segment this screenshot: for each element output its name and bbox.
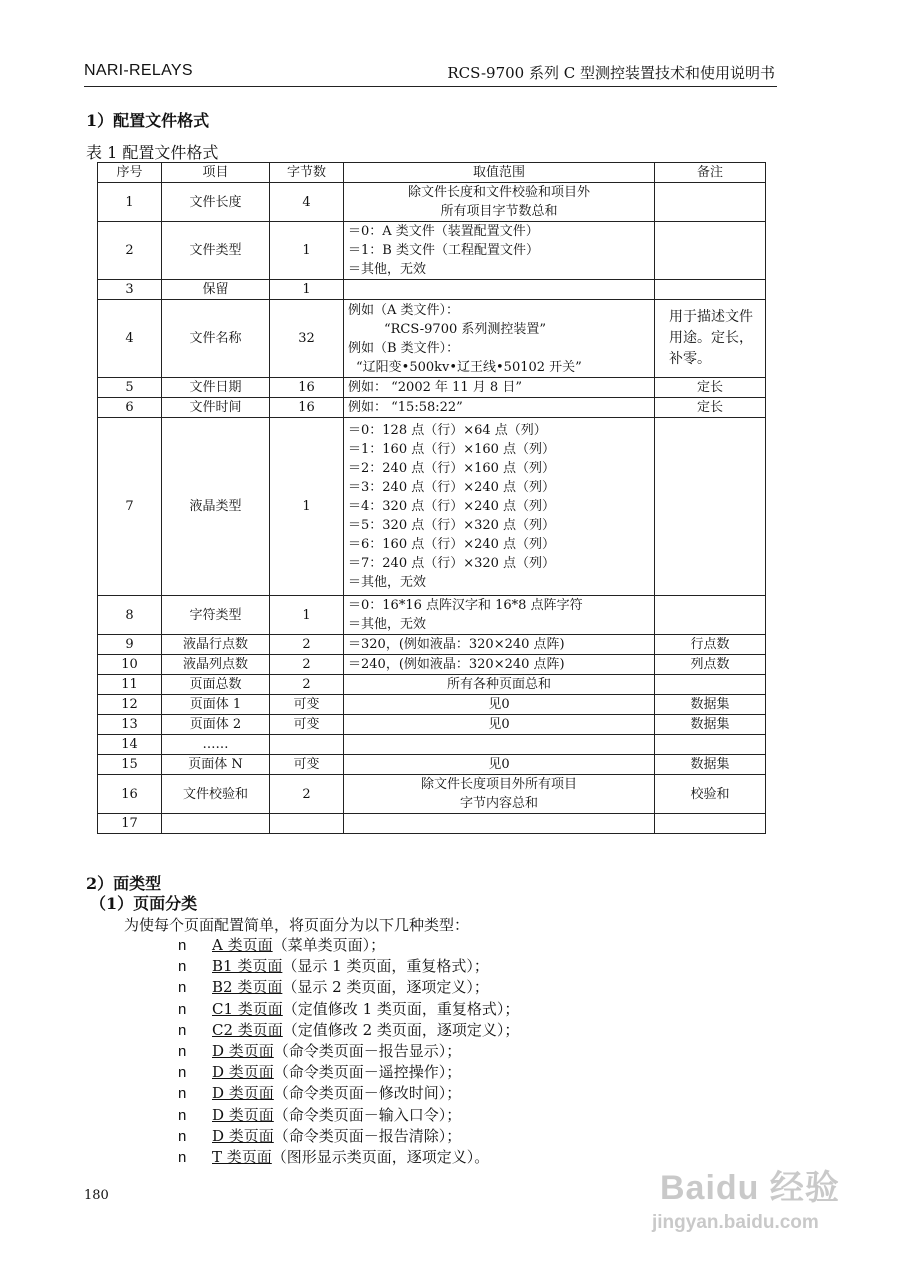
table-row <box>98 655 766 675</box>
bullet-icon: n <box>178 1042 187 1060</box>
table-header-row <box>98 163 766 183</box>
page-type-item <box>178 1020 519 1041</box>
row-item: 页面体 N <box>162 755 270 775</box>
row-bytes: 16 <box>270 398 344 418</box>
row-bytes: 可变 <box>270 715 344 735</box>
row-number: 11 <box>98 675 162 695</box>
page-type-name: T 类页面 <box>212 1147 272 1166</box>
watermark <box>640 1150 850 1245</box>
table-caption: 表 1 配置文件格式 <box>86 143 219 162</box>
row-bytes: 可变 <box>270 755 344 775</box>
range-line: 字节内容总和 <box>459 796 538 811</box>
page-type-description: （命令类页面－报告显示）； <box>273 1041 462 1060</box>
row-item: 页面总数 <box>162 675 270 695</box>
page-type-name: D 类页面 <box>212 1084 274 1103</box>
header-brand: NARI-RELAYS <box>84 62 193 79</box>
row-number: 13 <box>98 715 162 735</box>
page-type-item <box>178 1041 519 1062</box>
row-range <box>344 775 655 814</box>
row-range <box>344 378 655 398</box>
range-line: ＝0：A 类文件（装置配置文件） <box>348 224 539 239</box>
bullet-icon: n <box>178 1000 187 1018</box>
column-header: 项目 <box>162 163 270 183</box>
row-number: 12 <box>98 695 162 715</box>
page-number: 180 <box>84 1188 109 1203</box>
page-type-description: （菜单类页面）； <box>272 936 386 954</box>
header-document-title: RCS-9700 系列 C 型测控装置技术和使用说明书 <box>447 64 775 82</box>
bullet-icon: n <box>178 1127 187 1145</box>
row-bytes: 4 <box>270 183 344 222</box>
row-note <box>655 418 766 596</box>
page-type-item <box>178 935 519 956</box>
row-item: 文件校验和 <box>162 775 270 814</box>
page-type-item <box>178 1126 519 1147</box>
row-item: 字符类型 <box>162 596 270 635</box>
page-type-name: D 类页面 <box>212 1041 274 1060</box>
row-range <box>344 183 655 222</box>
row-number: 7 <box>98 418 162 596</box>
row-note <box>655 222 766 280</box>
row-number: 3 <box>98 280 162 300</box>
bullet-icon: n <box>178 1106 187 1124</box>
row-bytes: 2 <box>270 655 344 675</box>
row-item: 文件名称 <box>162 300 270 378</box>
page-type-list <box>178 935 519 1168</box>
range-line: “RCS-9700 系列测控装置” <box>384 321 547 337</box>
range-line: 除文件长度项目外所有项目 <box>420 777 577 792</box>
row-bytes: 1 <box>270 222 344 280</box>
page-type-name: D 类页面 <box>212 1105 274 1124</box>
row-note: 定长 <box>655 378 766 398</box>
range-line: ＝其他，无效 <box>348 575 427 590</box>
page-type-item <box>178 999 519 1020</box>
row-range <box>344 418 655 596</box>
row-item: 液晶行点数 <box>162 635 270 655</box>
row-item <box>162 814 270 834</box>
section-2-heading: 2）面类型 <box>86 874 162 893</box>
table-row <box>98 596 766 635</box>
table-row <box>98 755 766 775</box>
page-type-name: B2 类页面 <box>212 978 283 997</box>
range-line: 见0 <box>488 757 510 772</box>
column-header: 字节数 <box>270 163 344 183</box>
row-note: 数据集 <box>655 695 766 715</box>
range-line: “辽阳变•500kv•辽王线•50102 开关” <box>356 359 582 375</box>
row-item: 文件类型 <box>162 222 270 280</box>
table-row <box>98 775 766 814</box>
row-range <box>344 596 655 635</box>
row-number: 5 <box>98 378 162 398</box>
row-bytes: 1 <box>270 418 344 596</box>
section-2-subheading: （1）页面分类 <box>90 894 198 913</box>
page-type-name: C2 类页面 <box>212 1020 283 1039</box>
row-bytes: 1 <box>270 596 344 635</box>
table-row <box>98 675 766 695</box>
range-line: ＝其他，无效 <box>348 617 427 632</box>
row-note: 数据集 <box>655 755 766 775</box>
page-type-description: （定值修改 1 类页面，重复格式）； <box>282 999 520 1018</box>
section-2-intro: 为使每个页面配置简单，将页面分为以下几种类型： <box>124 916 470 934</box>
row-number: 16 <box>98 775 162 814</box>
range-line: ＝240，(例如液晶：320×240 点阵) <box>348 657 565 672</box>
page-type-description: （命令类页面－输入口令）； <box>273 1105 462 1124</box>
page-type-description: （命令类页面－遥控操作）； <box>273 1063 462 1082</box>
row-note: 用于描述文件用途。定长，补零。 <box>655 300 766 378</box>
page-type-name: C1 类页面 <box>212 999 283 1018</box>
table-row <box>98 222 766 280</box>
header-divider <box>84 86 777 87</box>
range-line: ＝0：16*16 点阵汉字和 16*8 点阵字符 <box>348 598 583 613</box>
row-bytes: 32 <box>270 300 344 378</box>
config-file-format-table <box>97 162 766 834</box>
watermark-brand: Baidu 经验 <box>660 1169 840 1207</box>
page-type-description: （命令类页面－修改时间）； <box>273 1084 462 1103</box>
row-note <box>655 280 766 300</box>
row-number: 1 <box>98 183 162 222</box>
table-row <box>98 735 766 755</box>
row-item: 文件时间 <box>162 398 270 418</box>
row-item: 文件长度 <box>162 183 270 222</box>
bullet-icon: n <box>178 1021 187 1039</box>
range-line: ＝5：320 点（行）×320 点（列） <box>348 518 556 533</box>
row-range <box>344 398 655 418</box>
row-note <box>655 183 766 222</box>
row-note <box>655 735 766 755</box>
row-number: 15 <box>98 755 162 775</box>
table-row <box>98 300 766 378</box>
page-type-item <box>178 1062 519 1083</box>
row-item: …… <box>162 735 270 755</box>
page-type-item <box>178 1147 519 1168</box>
row-range <box>344 300 655 378</box>
range-line: ＝0：128 点（行）×64 点（列） <box>348 423 547 438</box>
row-item: 保留 <box>162 280 270 300</box>
row-number: 10 <box>98 655 162 675</box>
range-line: ＝6：160 点（行）×240 点（列） <box>348 537 556 552</box>
row-note: 行点数 <box>655 635 766 655</box>
bullet-icon: n <box>178 958 187 976</box>
range-line: 例如（B 类文件）： <box>348 340 460 356</box>
row-bytes: 1 <box>270 280 344 300</box>
row-number: 4 <box>98 300 162 378</box>
row-number: 2 <box>98 222 162 280</box>
table-row <box>98 418 766 596</box>
row-bytes: 2 <box>270 775 344 814</box>
range-line: ＝3：240 点（行）×240 点（列） <box>348 480 556 495</box>
row-item: 页面体 1 <box>162 695 270 715</box>
page-type-item <box>178 977 519 998</box>
row-range <box>344 695 655 715</box>
row-note: 校验和 <box>655 775 766 814</box>
range-line: ＝320，(例如液晶：320×240 点阵) <box>348 637 565 652</box>
row-note <box>655 596 766 635</box>
row-number: 6 <box>98 398 162 418</box>
range-line: 例如（A 类文件）： <box>348 302 460 318</box>
row-number: 9 <box>98 635 162 655</box>
page-type-description: （定值修改 2 类页面，逐项定义）； <box>282 1020 520 1039</box>
range-line: 例如： “2002 年 11 月 8 日” <box>348 380 522 395</box>
page-type-name: D 类页面 <box>212 1126 274 1145</box>
page-type-name: D 类页面 <box>212 1063 274 1082</box>
bullet-icon: n <box>178 1085 187 1103</box>
page-type-item <box>178 1105 519 1126</box>
row-note: 列点数 <box>655 655 766 675</box>
row-number: 14 <box>98 735 162 755</box>
page-type-name: B1 类页面 <box>212 957 283 976</box>
row-bytes: 2 <box>270 675 344 695</box>
bullet-icon: n <box>178 937 187 954</box>
row-note: 数据集 <box>655 715 766 735</box>
row-item: 页面体 2 <box>162 715 270 735</box>
row-bytes: 2 <box>270 635 344 655</box>
row-bytes: 16 <box>270 378 344 398</box>
row-range <box>344 635 655 655</box>
row-number: 8 <box>98 596 162 635</box>
row-range <box>344 715 655 735</box>
row-range <box>344 675 655 695</box>
bullet-icon: n <box>178 1148 187 1166</box>
row-range <box>344 735 655 755</box>
watermark-url: jingyan.baidu.com <box>652 1212 819 1233</box>
range-line: ＝4：320 点（行）×240 点（列） <box>348 499 556 514</box>
range-line: ＝其他，无效 <box>348 262 427 277</box>
page-type-item <box>178 956 519 977</box>
bullet-icon: n <box>178 1064 187 1082</box>
table-row <box>98 814 766 834</box>
range-line: 所有项目字节数总和 <box>440 204 558 219</box>
range-line: ＝7：240 点（行）×320 点（列） <box>348 556 556 571</box>
section-1-heading: 1）配置文件格式 <box>86 111 210 130</box>
row-range <box>344 755 655 775</box>
table-row <box>98 695 766 715</box>
page-type-description: （图形显示类页面，逐项定义）。 <box>271 1147 490 1166</box>
page-type-description: （显示 1 类页面，重复格式）； <box>282 957 489 976</box>
row-bytes <box>270 735 344 755</box>
row-bytes: 可变 <box>270 695 344 715</box>
range-line: 见0 <box>488 717 510 732</box>
bullet-icon: n <box>178 979 187 997</box>
page-type-description: （显示 2 类页面，逐项定义）； <box>282 978 489 997</box>
row-note <box>655 675 766 695</box>
page-type-item <box>178 1083 519 1104</box>
range-line: 除文件长度和文件校验和项目外 <box>407 185 590 200</box>
row-range <box>344 222 655 280</box>
row-range <box>344 814 655 834</box>
range-line: ＝1：160 点（行）×160 点（列） <box>348 442 556 457</box>
row-bytes <box>270 814 344 834</box>
row-range <box>344 655 655 675</box>
range-line: 例如： “15:58:22” <box>348 400 463 415</box>
page-type-name: A 类页面 <box>212 936 273 954</box>
row-number: 17 <box>98 814 162 834</box>
column-header: 取值范围 <box>344 163 655 183</box>
column-header: 序号 <box>98 163 162 183</box>
range-line: 见0 <box>488 697 510 712</box>
table-row <box>98 635 766 655</box>
column-header: 备注 <box>655 163 766 183</box>
row-note: 定长 <box>655 398 766 418</box>
row-item: 液晶列点数 <box>162 655 270 675</box>
row-item: 液晶类型 <box>162 418 270 596</box>
range-line: ＝2：240 点（行）×160 点（列） <box>348 461 556 476</box>
table-row <box>98 378 766 398</box>
table-row <box>98 398 766 418</box>
table-row <box>98 280 766 300</box>
table-row <box>98 715 766 735</box>
row-range <box>344 280 655 300</box>
range-line: 所有各种页面总和 <box>446 677 551 692</box>
row-item: 文件日期 <box>162 378 270 398</box>
row-note <box>655 814 766 834</box>
page-type-description: （命令类页面－报告清除）； <box>273 1126 462 1145</box>
table-row <box>98 183 766 222</box>
range-line: ＝1：B 类文件（工程配置文件） <box>348 243 539 258</box>
